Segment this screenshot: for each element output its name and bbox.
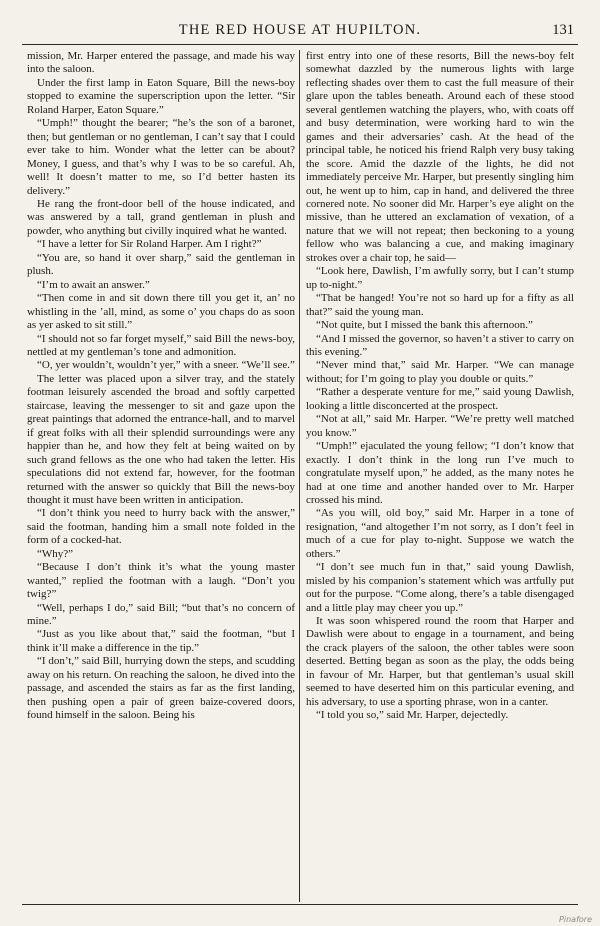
paragraph: “You are, so hand it over sharp,” said the gentleman in plush. — [27, 251, 295, 278]
paragraph: “O, yer wouldn’t, wouldn’t yer,” with a sneer. “We’ll see.” — [37, 359, 295, 372]
paragraph: “Umph!” thought the bearer; “he’s the son of a baronet, then; but gentleman or no gentleman, I can’t say that I could ever take to him. Wonder what the letter can be about? Money, I guess, and that’s why I was to be so careful. Ah, well! It doesn’t matter to me, so I’d better hasten its delivery.” — [27, 117, 295, 197]
bottom-rule — [22, 904, 578, 905]
paragraph: first entry into one of these resorts, Bill the news-boy felt somewhat dazzled by the numerous lights with large reflecting shades over them to cast the full measure of their glare upon the tables beneath. Around each of these stood several gentlemen watching the players, who, with coats off and busy determination, were working hard to win the games and their adversaries’ cash. At the head of the principal table, he noticed his friend Ralph very busy taking the score. Amid the dazzle of the lights, he did not immediately perceive Mr. Harper, but presently singling him out, he went up to him, cap in hand, and delivered the three cornered note. No sooner did Mr. Harper’s eye alight on the missive, than he uttered an exclamation of vexation, of a nature that we will not repeat; then beckoning to a young fellow who was balancing a cue, and making imaginary strokes over a chair top, he said— — [306, 50, 574, 264]
paragraph: “I have a letter for Sir Roland Harper. Am I right?” — [37, 238, 262, 251]
paragraph: “Rather a desperate venture for me,” said young Dawlish, looking a little disconcerted at the prospect. — [306, 386, 574, 412]
paragraph: The letter was placed upon a silver tray, and the stately footman leisurely ascended the broad and softly carpetted staircase, leaving the messenger to sit and gaze upon the great paintings that adorned the entrance-hall, and to marvel if great folks with all their splendid surroundings were any happier than he, and how they felt at being waited on by such grand fellows as the one who had taken the letter. His speculations did not extend far, however, for the footman returned with the answer so quickly that Bill the news-boy thought it must have been written in anticipation. — [27, 372, 295, 506]
paragraph: “Because I don’t think it’s what the young master wanted,” replied the footman with a laugh. “Don’t you twig?” — [27, 561, 295, 601]
paragraph: “Well, perhaps I do,” said Bill; “but that’s no concern of mine.” — [27, 601, 295, 628]
paragraph: “I’m to await an answer.” — [37, 278, 150, 291]
running-title: THE RED HOUSE AT HUPILTON. — [178, 22, 422, 38]
paragraph: “Never mind that,” said Mr. Harper. “We can manage without; for I’m going to play you double or quits.” — [306, 359, 574, 385]
paragraph: “That be hanged! You’re not so hard up for a fifty as all that?” said the young man. — [306, 292, 574, 318]
paragraph: “I told you so,” said Mr. Harper, dejectedly. — [316, 709, 509, 722]
paragraph: “Not at all,” said Mr. Harper. “We’re pretty well matched you know.” — [306, 413, 574, 439]
paragraph: “Just as you like about that,” said the footman, “but I think it’ll make a difference in the tip.” — [27, 628, 295, 654]
paragraph: “I don’t see much fun in that,” said young Dawlish, misled by his companion’s statement which was artfully put out for the purpose. “Come along, there’s a table disengaged and a little play may cheer you up.” — [306, 561, 574, 614]
right-text-column — [306, 50, 574, 902]
column-divider — [299, 50, 300, 902]
paragraph: “Umph!” ejaculated the young fellow; “I don’t know that exactly. I don’t think in the long run I’ve much to congratulate myself upon,” he added, as the many notes he had at one time and another handed over to Mr. Harper crossed his mind. — [306, 440, 574, 506]
paragraph: He rang the front-door bell of the house indicated, and was answered by a tall, grand gentleman in plush and powder, who anything but civilly inquired what he wanted. — [27, 197, 295, 237]
paragraph: “I should not so far forget myself,” said Bill the news-boy, nettled at my gentleman’s tone and admonition. — [27, 332, 295, 358]
paragraph: “Why?” — [37, 547, 74, 560]
paragraph: “As you will, old boy,” said Mr. Harper in a tone of resignation, “and altogether I’m not sorry, as I don’t feel in much of a cue for play to-night. Suppose we watch the others.” — [306, 507, 574, 560]
paragraph: “I don’t think you need to hurry back with the answer,” said the footman, handing him a small note folded in the form of a cocked-hat. — [27, 507, 295, 547]
paragraph: It was soon whispered round the room that Harper and Dawlish were about to engage in a tournament, and being the crack players of the saloon, the other tables were soon deserted. Betting began as soon as the play, the odds being in favour of Mr. Harper, but that gentleman’s usual skill seemed to have deserted him on this particular evening, and his adversary, to use a sporting phrase, won in a canter. — [306, 615, 574, 708]
paragraph: “Then come in and sit down there till you get it, an’ no whistling in the ’all, mind, as some o’ you chaps do as soon as yer asked to sit still.” — [27, 292, 295, 332]
paragraph: “I don’t,” said Bill, hurrying down the steps, and scudding away on his return. On reaching the saloon, he dived into the passage, and ascended the stairs as far as the first landing, then pushing open a pair of green baize-covered doors, found himself in the saloon. Being his — [27, 655, 295, 722]
paragraph: “And I missed the governor, so haven’t a stiver to carry on this evening.” — [306, 332, 574, 358]
left-text-column — [27, 50, 295, 902]
page-number: 131 — [552, 22, 574, 38]
paragraph: “Not quite, but I missed the bank this afternoon.” — [316, 319, 533, 332]
running-header — [22, 20, 578, 45]
image-credit: Pinafore — [559, 915, 592, 924]
paragraph: mission, Mr. Harper entered the passage, and made his way into the saloon. — [27, 50, 295, 76]
paragraph: “Look here, Dawlish, I’m awfully sorry, but I can’t stump up to-night.” — [306, 265, 574, 291]
paragraph: Under the first lamp in Eaton Square, Bill the news-boy stopped to examine the superscription upon the letter. “Sir Roland Harper, Eaton Square.” — [27, 76, 295, 116]
